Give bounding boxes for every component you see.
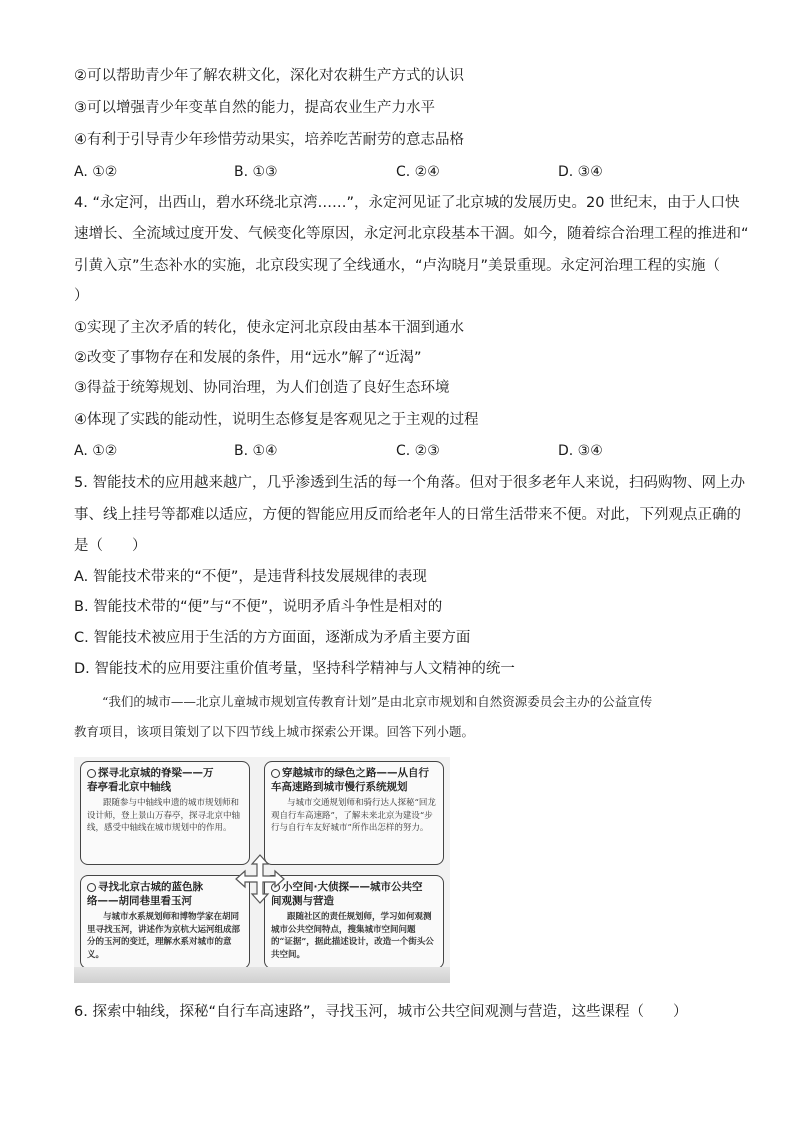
q5-option-d[interactable]: D. 智能技术的应用要注重价值考量，坚持科学精神与人文精神的统一 bbox=[74, 661, 515, 677]
bullet-icon bbox=[87, 769, 96, 778]
q5-option-b[interactable]: B. 智能技术带的“便”与“不便”，说明矛盾斗争性是相对的 bbox=[74, 599, 443, 615]
q6-stem: 6. 探索中轴线，探秘“自行车高速路”，寻找玉河，城市公共空间观测与营造，这些课程（ ） bbox=[74, 1004, 688, 1020]
q4-option-a[interactable]: A. ①② bbox=[74, 443, 118, 459]
material-intro-line-1: “我们的城市——北京儿童城市规划宣传教育计划”是由北京市规划和自然资源委员会主办的公益宣传 bbox=[102, 694, 653, 709]
q4-stem-line-2: 速增长、全流域过度开发、气候变化等原因，永定河北京段基本干涸。如今，随着综合治理工程的推进和“ bbox=[74, 226, 749, 242]
course-card-1-title-line-1: 探寻北京城的脊梁——万 bbox=[98, 767, 214, 779]
q4-option-c[interactable]: C. ②③ bbox=[396, 443, 440, 459]
figure-ground-strip bbox=[74, 967, 450, 983]
q3-statement-3: ③可以增强青少年变革自然的能力，提高农业生产力水平 bbox=[74, 100, 435, 116]
course-card-3-title-line-2: 络——胡同巷里看玉河 bbox=[87, 895, 192, 907]
q4-statement-2: ②改变了事物存在和发展的条件，用“远水”解了“近渴” bbox=[74, 350, 422, 366]
q3-statement-4: ④有利于引导青少年珍惜劳动果实，培养吃苦耐劳的意志品格 bbox=[74, 132, 464, 148]
course-card-1-title bbox=[87, 766, 243, 794]
course-card-1-title-line-2: 春亭看北京中轴线 bbox=[87, 781, 171, 793]
q5-stem-line-2: 事、线上挂号等都难以适应，方便的智能应用反而给老年人的日常生活带来不便。对此，下列观点正确的 bbox=[74, 507, 741, 523]
q4-statement-4: ④体现了实践的能动性，说明生态修复是客观见之于主观的过程 bbox=[74, 412, 479, 428]
q3-statement-2: ②可以帮助青少年了解农耕文化，深化对农耕生产方式的认识 bbox=[74, 68, 464, 84]
course-card-3-title bbox=[87, 880, 243, 908]
q4-stem-line-3: 引黄入京”生态补水的实施，北京段实现了全线通水，“卢沟晓月”美景重现。永定河治理工程的实施（ bbox=[74, 258, 721, 274]
course-card-4-title bbox=[271, 880, 437, 908]
course-card-1-body: 跟随参与中轴线申遗的城市规划师和设计师，登上景山万春亭，探寻北京中轴线，感受中轴线在城市规划中的作用。 bbox=[87, 798, 241, 833]
material-intro-line-2: 教育项目，该项目策划了以下四节线上城市探索公开课。回答下列小题。 bbox=[74, 724, 475, 739]
q4-stem-line-1: 4. “永定河，出西山，碧水环绕北京湾……”，永定河见证了北京城的发展历史。20 世纪末，由于人口快 bbox=[74, 195, 740, 211]
bullet-icon bbox=[271, 769, 280, 778]
course-card-yuhe-river bbox=[80, 875, 250, 969]
q5-stem-line-1: 5. 智能技术的应用越来越广，几乎渗透到生活的每一个角落。但对于很多老年人来说，扫码购物、网上办 bbox=[74, 475, 745, 491]
course-card-2-body: 与城市交通规划师和骑行达人探秘“回龙观自行车高速路”，了解未来北京为建设“步行与自行车友好城市”所作出怎样的努力。 bbox=[271, 798, 436, 833]
q4-statement-1: ①实现了主次矛盾的转化，使永定河北京段由基本干涸到通水 bbox=[74, 320, 464, 336]
q3-option-a[interactable]: A. ①② bbox=[74, 164, 118, 180]
course-card-4-title-line-1: 小空间·大侦探——城市公共空 bbox=[282, 881, 423, 893]
course-card-3-title-line-1: 寻找北京古城的蓝色脉 bbox=[98, 881, 203, 893]
q5-option-c[interactable]: C. 智能技术被应用于生活的方方面面，逐渐成为矛盾主要方面 bbox=[74, 630, 471, 646]
q4-option-b[interactable]: B. ①④ bbox=[234, 443, 278, 459]
q3-option-d[interactable]: D. ③④ bbox=[558, 164, 603, 180]
course-card-central-axis bbox=[80, 761, 250, 865]
q5-stem-line-3: 是（ ） bbox=[74, 538, 147, 554]
course-figure bbox=[74, 757, 450, 983]
course-card-2-title bbox=[271, 766, 437, 794]
q4-statement-3: ③得益于统筹规划、协同治理，为人们创造了良好生态环境 bbox=[74, 380, 450, 396]
course-card-2-title-line-1: 穿越城市的绿色之路——从自行 bbox=[282, 767, 429, 779]
course-card-4-title-line-2: 间观测与营造 bbox=[271, 895, 334, 907]
q3-option-b[interactable]: B. ①③ bbox=[234, 164, 278, 180]
material-intro bbox=[74, 692, 734, 742]
course-card-4-body: 跟随社区的责任规划师，学习如何观测城市公共空间特点，搜集城市空间问题的“证据”，据此描述设计，改造一个街头公共空间。 bbox=[271, 912, 434, 960]
course-card-3-body: 与城市水系规划师和博物学家在胡同里寻找玉河，讲述作为京杭大运河组成部分的玉河的变迁，理解水系对城市的意义。 bbox=[87, 912, 241, 960]
course-card-public-space bbox=[264, 875, 444, 969]
four-way-arrow-icon bbox=[234, 853, 286, 905]
q3-option-c[interactable]: C. ②④ bbox=[396, 164, 440, 180]
q5-option-a[interactable]: A. 智能技术带来的“不便”，是违背科技发展规律的表现 bbox=[74, 569, 427, 585]
course-card-bicycle-highway bbox=[264, 761, 444, 865]
bullet-icon bbox=[87, 883, 96, 892]
q4-option-d[interactable]: D. ③④ bbox=[558, 443, 603, 459]
q4-stem-line-4: ） bbox=[74, 288, 89, 304]
course-card-2-title-line-2: 车高速路到城市慢行系统规划 bbox=[271, 781, 408, 793]
